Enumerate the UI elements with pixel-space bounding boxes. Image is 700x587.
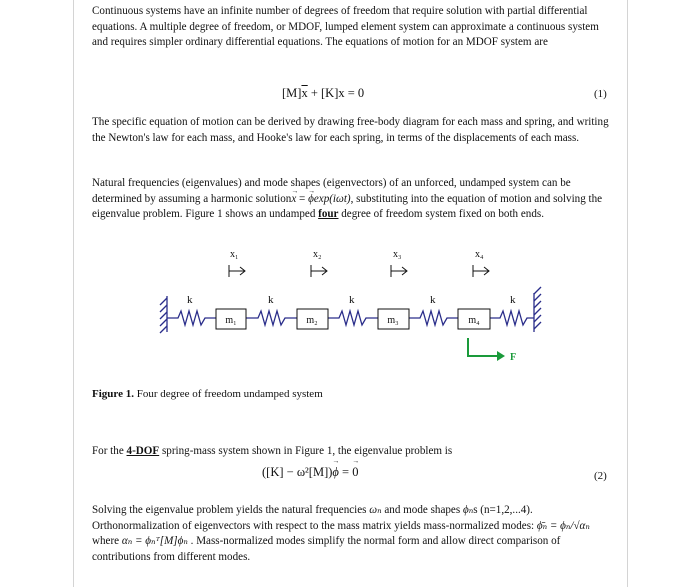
spring-5: [490, 311, 534, 325]
stiffness-matrix: [K]: [321, 86, 339, 100]
four-emphasis: four: [318, 208, 339, 221]
k1-label: k: [187, 294, 193, 306]
plus-sign: +: [310, 86, 318, 100]
intro-paragraph: Continuous systems have an infinite number of degrees of freedom that require solution with partial differential equations. A multiple degree of freedom, or MDOF, lumped element system can approximate a continuous system and requires simpler ordinary differential equations. The equations of motion for an MDOF system are: [92, 5, 599, 49]
x-vector: x: [338, 86, 345, 100]
m3-label: m₃: [387, 315, 399, 326]
phi-n: ϕₙ: [462, 504, 474, 516]
left-wall: [160, 296, 167, 333]
caption-label: Figure 1.: [92, 388, 134, 400]
x2-label: x₂: [313, 249, 322, 260]
k3-label: k: [349, 294, 355, 306]
x2-arrow: [311, 265, 327, 277]
normalized-mode: ϕ̄ₙ = ϕₙ/√αₙ: [536, 519, 590, 532]
4dof-paragraph: For the 4-DOF spring-mass system shown in Figure 1, the eigenvalue problem is: [92, 445, 453, 457]
spring-2: [246, 311, 297, 325]
m1-label: m₁: [225, 315, 237, 326]
solution-phi: → ϕ: [308, 192, 314, 208]
k2-label: k: [268, 294, 274, 306]
alpha-n: αₙ = ϕₙᵀ[M]ϕₙ: [121, 535, 188, 548]
figure-caption: [92, 388, 323, 400]
k5-label: k: [510, 294, 516, 306]
equation-2-number: (2): [594, 470, 607, 482]
x1-label: x₁: [230, 249, 239, 260]
solution-x: → x: [291, 192, 296, 208]
spring-4: [409, 311, 458, 325]
right-wall: [534, 287, 541, 332]
x3-arrow: [391, 265, 407, 277]
x-ddot: $\overline{x}$: [301, 86, 308, 100]
spring-3: [328, 311, 378, 325]
x4-label: x₄: [475, 249, 484, 260]
m2-label: m₂: [306, 315, 318, 326]
fbd-paragraph: The specific equation of motion can be derived by drawing free-body diagram for each mass and spring, and writing the Newton's law for each mass, and Hooke's law for each spring, in terms of the displacements of each mass.: [92, 116, 609, 144]
x1-arrow: [229, 265, 245, 277]
equals-zero: = 0: [347, 86, 365, 100]
x3-label: x₃: [393, 249, 402, 260]
eigen-paragraph: Natural frequencies (eigenvalues) and mode shapes (eigenvectors) of an unforced, undamped system can be determined by assuming a harmonic solution→ x = → ϕexp(iωt), substituting into the equation of motion and solving the eigenvalue problem. Figure 1 shows an undamped four degree of freedom system fixed on both ends.: [92, 176, 612, 223]
k4-label: k: [430, 294, 436, 306]
caption-text: Four degree of freedom undamped system: [133, 388, 323, 400]
force-label: F: [510, 352, 517, 363]
force-arrow: [467, 338, 505, 361]
x4-arrow: [473, 265, 489, 277]
4dof-emphasis: 4-DOF: [126, 445, 160, 457]
zero-vector: → 0: [352, 465, 358, 480]
m4-label: m₄: [468, 315, 480, 326]
omega-n: ωₙ: [369, 504, 382, 516]
phi-vector: → ϕ: [332, 465, 338, 480]
mass-matrix: [M]: [282, 86, 302, 100]
equation-1-number: (1): [594, 88, 607, 100]
spring-1: [167, 311, 216, 325]
solution-paragraph: Solving the eigenvalue problem yields the natural frequencies ωₙ and mode shapes ϕₙs (n=1,2,...4). Orthonormalization of eigenvectors with respect to the mass matrix yields mass-normalized modes: ϕ̄ₙ = ϕₙ/√αₙ where αₙ = ϕₙᵀ[M]ϕₙ . Mass-normalized modes simplify the normal form and allow direct comparison of contributions from different modes.: [92, 504, 590, 563]
equation-2: ([K] − ω²[M])→ ϕ = → 0: [262, 465, 358, 480]
